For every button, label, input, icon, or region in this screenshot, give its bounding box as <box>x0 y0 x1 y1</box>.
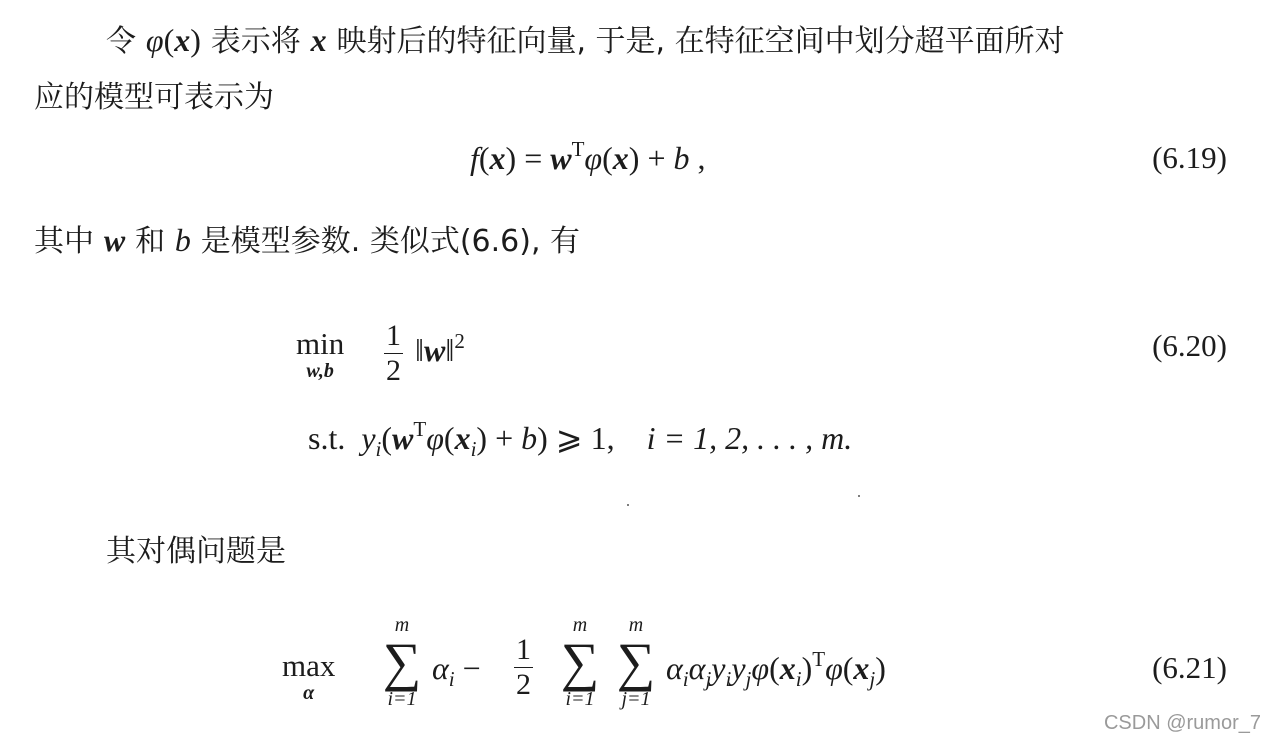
equation-6-20-objective: $\frac{1}{2}$ ‖w‖$^2$ <box>386 319 465 388</box>
paragraph-2: 其中 w 和 b 是模型参数. 类似式(6.6), 有 <box>34 222 581 259</box>
phi-of-x: φ(x) <box>145 22 201 58</box>
fraction-half: $\frac{1}{2}$ <box>386 319 401 388</box>
symbol-x: x <box>310 22 327 58</box>
equation-6-19: $f(x) = w^T\varphi(x) + b$ , <box>470 137 706 176</box>
equation-6-20-constraint: s.t. $y_i(w^T\varphi(x_i) + b)$ ⩾ 1, i = 1, 2, . . . , m. <box>308 417 853 461</box>
watermark: CSDN @rumor_7 <box>1103 712 1261 734</box>
equation-number-6-20: (6.20) <box>1152 328 1227 363</box>
paragraph-3: 其对偶问题是 <box>106 534 286 569</box>
sum-j: m ∑ j=1 <box>616 614 656 710</box>
paragraph-1-line-2: 应的模型可表示为 <box>34 80 274 115</box>
equation-number-6-21: (6.21) <box>1152 650 1227 685</box>
text-biaoshi: 表示将 <box>210 24 301 59</box>
text-ling: 令 <box>106 24 136 59</box>
fraction-half-621: $\frac{1}{2}$ <box>516 633 531 702</box>
min-operator: min w,b <box>296 326 345 382</box>
equation-number-6-19: (6.19) <box>1152 140 1227 175</box>
sum-i-2: m ∑ i=1 <box>560 614 600 710</box>
scan-dot <box>858 495 860 497</box>
scan-dot <box>627 504 629 506</box>
max-operator: max α <box>282 648 336 704</box>
equation-6-21-summand: $\alpha_i\alpha_jy_iy_j\varphi(x_i)^T\varphi(x_j)$ <box>666 647 886 691</box>
paragraph-1-line-1 <box>106 20 1065 62</box>
alpha-i-minus: $\alpha_i$ − <box>432 650 481 691</box>
text-mapping: 映射后的特征向量, 于是, 在特征空间中划分超平面所对 <box>336 24 1065 59</box>
sum-i: m ∑ i=1 <box>382 614 422 710</box>
